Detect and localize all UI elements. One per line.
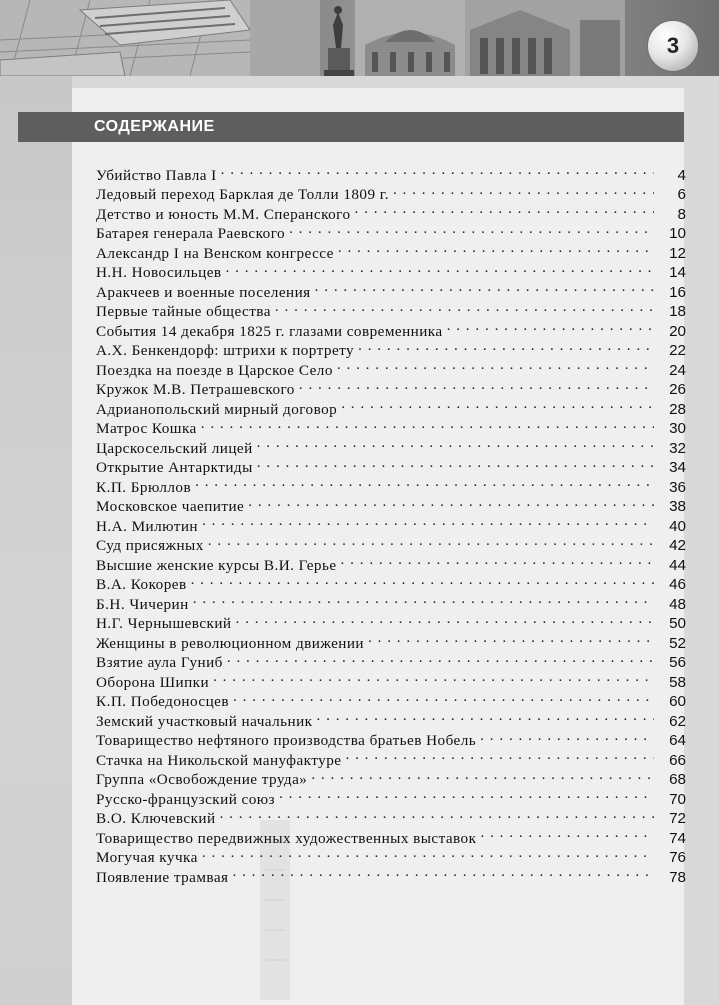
toc-entry-page: 28 xyxy=(669,400,686,418)
toc-entry-title: Товарищество передвижных художественных выставок xyxy=(96,829,477,847)
toc-entry-title: В.А. Кокорев xyxy=(96,576,187,593)
palace-facade xyxy=(465,0,625,76)
toc-leader-dots xyxy=(248,492,654,512)
toc-entry-page: 12 xyxy=(669,244,686,262)
toc-entry-page: 34 xyxy=(669,459,686,476)
toc-leader-dots xyxy=(213,667,654,687)
toc-entry-title: Батарея генерала Раевского xyxy=(96,225,286,242)
toc-entry-title: Товарищество нефтяного производства братьев Нобель xyxy=(96,732,477,749)
left-margin-strip xyxy=(0,76,72,1005)
toc-entry-page: 4 xyxy=(677,166,686,184)
map-engraving xyxy=(0,0,250,76)
header-engravings xyxy=(0,0,719,76)
toc-entry-title: Б.Н. Чичерин xyxy=(96,595,189,613)
toc-leader-dots xyxy=(226,258,654,278)
toc-leader-dots xyxy=(191,570,654,590)
toc-entry-page: 6 xyxy=(677,186,686,203)
toc-entry-page: 20 xyxy=(669,322,686,340)
toc-leader-dots xyxy=(341,394,654,414)
toc-entry-page: 50 xyxy=(669,615,686,632)
toc-leader-dots xyxy=(355,199,654,219)
toc-entry-page: 30 xyxy=(669,420,686,437)
toc-leader-dots xyxy=(233,687,654,707)
toc-entry-page: 26 xyxy=(669,381,686,398)
page-number-badge: 3 xyxy=(647,20,699,72)
toc-entry-page: 22 xyxy=(669,342,686,359)
toc-entry-page: 76 xyxy=(669,849,686,866)
toc-entry-page: 64 xyxy=(669,732,686,749)
toc-entry-page: 16 xyxy=(669,283,686,301)
toc-leader-dots xyxy=(317,706,655,726)
toc-entry-title: Александр I на Венском конгрессе xyxy=(96,244,334,262)
toc-entry-page: 8 xyxy=(677,205,686,223)
toc-leader-dots xyxy=(345,745,654,765)
toc-leader-dots xyxy=(315,277,654,297)
toc-entry-page: 24 xyxy=(669,361,686,379)
toc-entry-title: Н.Н. Новосильцев xyxy=(96,264,222,281)
toc-entry[interactable] xyxy=(96,160,686,184)
toc-entry-page: 40 xyxy=(669,517,686,535)
toc-leader-dots xyxy=(236,609,654,629)
toc-entry-title: Открытие Антарктиды xyxy=(96,459,253,476)
toc-entry-title: Детство и юность М.М. Сперанского xyxy=(96,205,351,223)
toc-leader-dots xyxy=(480,726,654,746)
toc-entry-title: Суд присяжных xyxy=(96,537,204,554)
toc-leader-dots xyxy=(275,297,654,317)
toc-entry-page: 10 xyxy=(669,225,686,242)
toc-entry-title: Земский участковый начальник xyxy=(96,712,313,730)
toc-entry-title: Оборона Шипки xyxy=(96,673,210,691)
toc-leader-dots xyxy=(257,433,654,453)
toc-leader-dots xyxy=(195,472,654,492)
toc-leader-dots xyxy=(193,589,654,609)
toc-entry-title: Поездка на поезде в Царское Село xyxy=(96,361,333,379)
toc-entry-page: 56 xyxy=(669,654,686,671)
toc-entry-title: Убийство Павла I xyxy=(96,166,217,184)
toc-entry-title: Могучая кучка xyxy=(96,849,198,866)
toc-entry-title: Кружок М.В. Петрашевского xyxy=(96,381,295,398)
toc-entry-title: В.О. Ключевский xyxy=(96,810,216,827)
toc-entry-title: События 14 декабря 1825 г. глазами современника xyxy=(96,322,443,340)
toc-entry-page: 46 xyxy=(669,576,686,593)
toc-leader-dots xyxy=(338,238,654,258)
toc-entry-page: 68 xyxy=(669,771,686,788)
toc-entry-title: К.П. Брюллов xyxy=(96,478,192,496)
toc-entry-title: Матрос Кошка xyxy=(96,420,197,437)
toc-leader-dots xyxy=(257,453,654,473)
toc-leader-dots xyxy=(201,414,654,434)
toc-entry-page: 70 xyxy=(669,790,686,808)
toc-leader-dots xyxy=(221,160,654,180)
toc-entry-page: 14 xyxy=(669,264,686,281)
toc-leader-dots xyxy=(341,550,654,570)
toc-entry-title: Московское чаепитие xyxy=(96,498,245,515)
toc-entry-page: 44 xyxy=(669,556,686,574)
toc-entry-page: 52 xyxy=(669,634,686,652)
toc-leader-dots xyxy=(393,180,654,200)
section-title: СОДЕРЖАНИЕ xyxy=(18,112,684,142)
toc-leader-dots xyxy=(447,316,654,336)
toc-leader-dots xyxy=(480,823,654,843)
toc-leader-dots xyxy=(227,648,654,668)
monument xyxy=(250,0,354,76)
toc-entry-page: 72 xyxy=(669,810,686,827)
toc-leader-dots xyxy=(202,511,654,531)
toc-entry-page: 36 xyxy=(669,478,686,496)
toc-entry-title: К.П. Победоносцев xyxy=(96,693,229,710)
toc-leader-dots xyxy=(358,336,654,356)
toc-entry-title: Русско-французский союз xyxy=(96,790,276,808)
toc-entry-title: Первые тайные общества xyxy=(96,303,271,320)
toc-entry-title: Ледовый переход Барклая де Толли 1809 г. xyxy=(96,186,389,203)
toc-entry-page: 38 xyxy=(669,498,686,515)
toc-leader-dots xyxy=(311,765,654,785)
table-of-contents xyxy=(96,160,686,886)
toc-entry-title: А.Х. Бенкендорф: штрихи к портрету xyxy=(96,342,355,359)
opera-house xyxy=(355,0,465,76)
toc-entry-title: Высшие женские курсы В.И. Герье xyxy=(96,556,337,574)
toc-entry-title: Группа «Освобождение труда» xyxy=(96,771,308,788)
toc-entry-title: Царскосельский лицей xyxy=(96,439,253,457)
toc-entry-title: Появление трамвая xyxy=(96,868,229,886)
header-illustration-band xyxy=(0,0,719,76)
toc-leader-dots xyxy=(299,375,654,395)
toc-leader-dots xyxy=(220,804,654,824)
toc-leader-dots xyxy=(289,219,654,239)
toc-entry-page: 74 xyxy=(669,829,686,847)
toc-entry-page: 42 xyxy=(669,537,686,554)
toc-entry-title: Женщины в революционном движении xyxy=(96,634,365,652)
toc-entry-title: Н.Г. Чернышевский xyxy=(96,615,232,632)
toc-entry-page: 78 xyxy=(669,868,686,886)
toc-entry-page: 62 xyxy=(669,712,686,730)
toc-entry-page: 32 xyxy=(669,439,686,457)
toc-leader-dots xyxy=(232,862,654,882)
toc-leader-dots xyxy=(208,531,654,551)
toc-entry-title: Взятие аула Гуниб xyxy=(96,654,223,671)
toc-leader-dots xyxy=(279,784,654,804)
toc-entry-title: Аракчеев и военные поселения xyxy=(96,283,311,301)
toc-entry-page: 58 xyxy=(669,673,686,691)
toc-entry-title: Н.А. Милютин xyxy=(96,517,198,535)
toc-entry-title: Адрианопольский мирный договор xyxy=(96,400,338,418)
toc-leader-dots xyxy=(368,628,654,648)
toc-leader-dots xyxy=(202,843,654,863)
toc-entry-page: 48 xyxy=(669,595,686,613)
toc-entry-page: 18 xyxy=(669,303,686,320)
toc-leader-dots xyxy=(337,355,654,375)
toc-entry-page: 66 xyxy=(669,751,686,769)
toc-entry-page: 60 xyxy=(669,693,686,710)
toc-entry-title: Стачка на Никольской мануфактуре xyxy=(96,751,342,769)
